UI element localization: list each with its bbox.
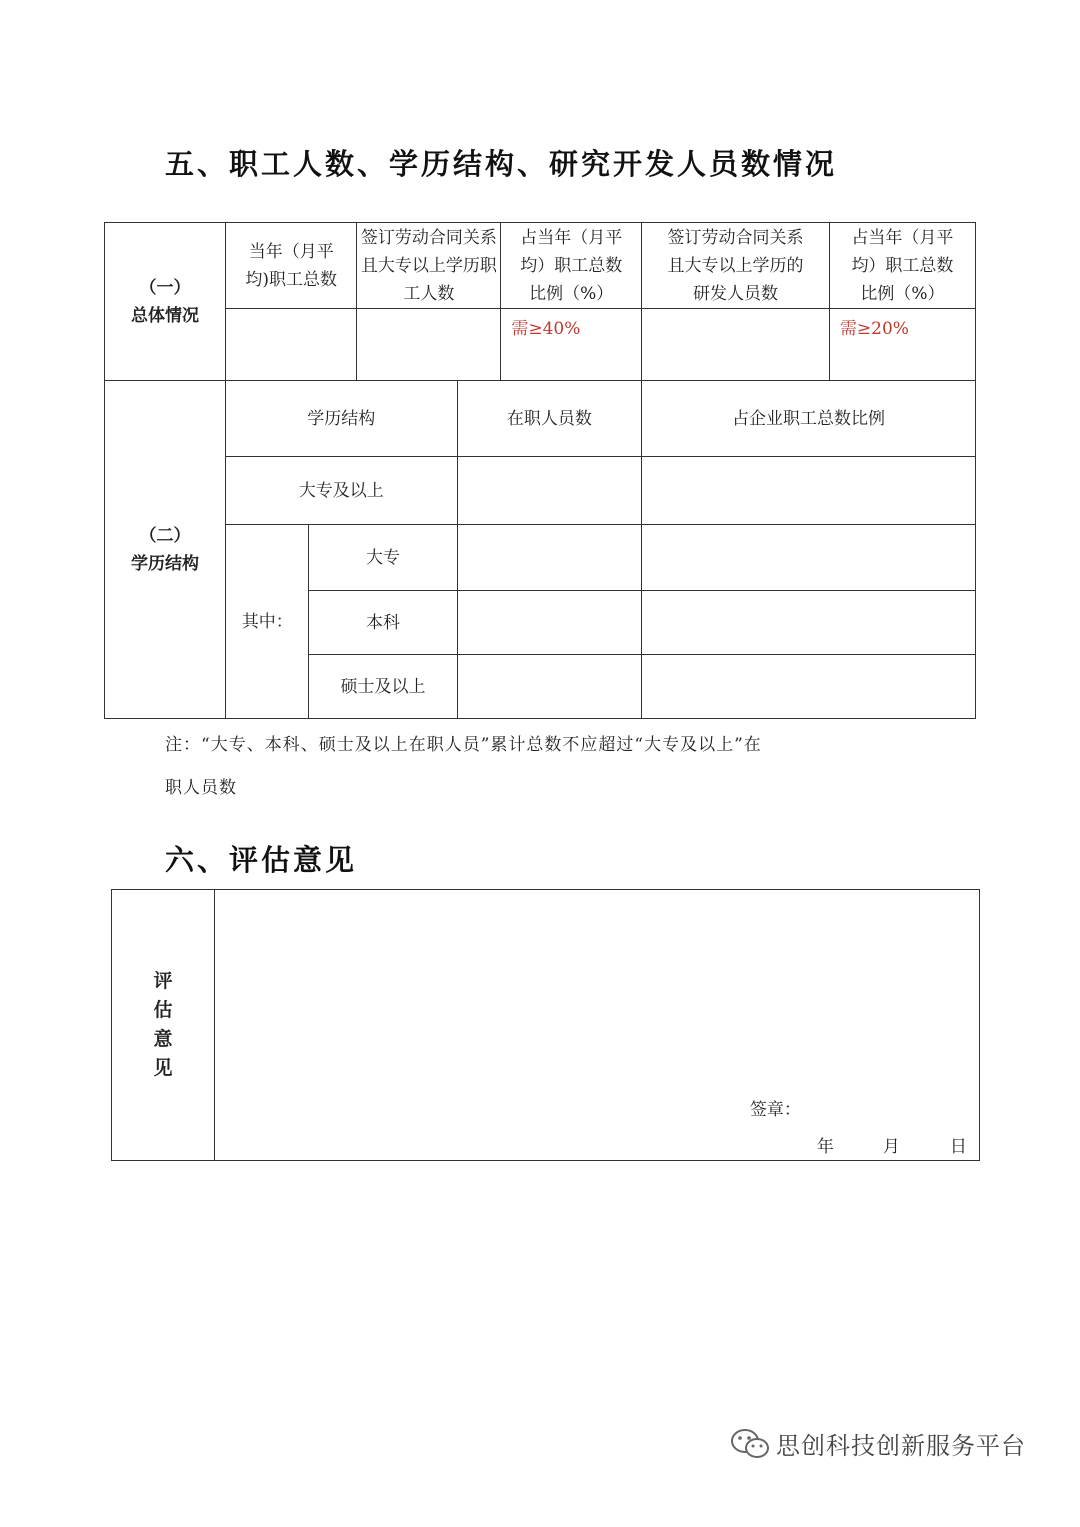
date-month: 月: [882, 1137, 900, 1157]
master-ratio-cell[interactable]: [642, 655, 976, 719]
header-ratio-1: 占当年（月平 均）职工总数 比例（%）: [501, 223, 642, 309]
evaluation-opinion-cell[interactable]: [214, 890, 979, 1161]
evaluation-label: 评 估 意 见: [112, 890, 215, 1161]
among-label: 其中：: [226, 525, 309, 719]
overall-section-label: （一） 总体情况: [105, 223, 226, 381]
section6-title: 六、评估意见: [165, 843, 358, 877]
education-section-label: （二） 学历结构: [105, 381, 226, 719]
date-day: 日: [949, 1137, 967, 1157]
college-above-ratio-cell[interactable]: [642, 457, 976, 525]
rd-staff-cell[interactable]: [642, 309, 830, 381]
row-college-above: 大专及以上: [226, 457, 458, 525]
requirement-20: 需≥20%: [839, 319, 909, 339]
row-bachelor: 本科: [309, 591, 457, 655]
header-ratio-2: 占当年（月平 均）职工总数 比例（%）: [829, 223, 975, 309]
col-header-education: 学历结构: [226, 381, 458, 457]
college-count-cell[interactable]: [457, 525, 642, 591]
college-above-count-cell[interactable]: [457, 457, 642, 525]
bachelor-count-cell[interactable]: [457, 591, 642, 655]
ratio-1-cell[interactable]: [501, 309, 642, 381]
section5-title: 五、职工人数、学历结构、研究开发人员数情况: [165, 147, 838, 181]
row-college: 大专: [309, 525, 457, 591]
staff-structure-table: [104, 222, 976, 719]
note-line-2: 职人员数: [165, 778, 237, 798]
note-line-1: 注：“大专、本科、硕士及以上在职人员”累计总数不应超过“大专及以上”在: [165, 735, 762, 755]
watermark-footer: [730, 1426, 1026, 1461]
header-contract-college-staff: 签订劳动合同关系 且大专以上学历职 工人数: [357, 223, 501, 309]
header-total-staff: 当年（月平 均)职工总数: [226, 223, 357, 309]
ratio-2-cell[interactable]: [829, 309, 975, 381]
col-header-staff-count: 在职人员数: [457, 381, 642, 457]
evaluation-table: [111, 889, 980, 1161]
master-count-cell[interactable]: [457, 655, 642, 719]
col-header-ratio: 占企业职工总数比例: [642, 381, 976, 457]
date-year: 年: [816, 1137, 834, 1157]
footer-brand: 思创科技创新服务平台: [776, 1432, 1026, 1460]
header-rd-staff: 签订劳动合同关系 且大专以上学历的 研发人员数: [642, 223, 830, 309]
total-staff-cell[interactable]: [226, 309, 357, 381]
wechat-icon: [730, 1427, 770, 1461]
college-ratio-cell[interactable]: [642, 525, 976, 591]
signature-label: 签章：: [749, 1100, 801, 1120]
row-master-above: 硕士及以上: [309, 655, 457, 719]
bachelor-ratio-cell[interactable]: [642, 591, 976, 655]
contract-college-staff-cell[interactable]: [357, 309, 501, 381]
requirement-40: 需≥40%: [511, 319, 581, 339]
